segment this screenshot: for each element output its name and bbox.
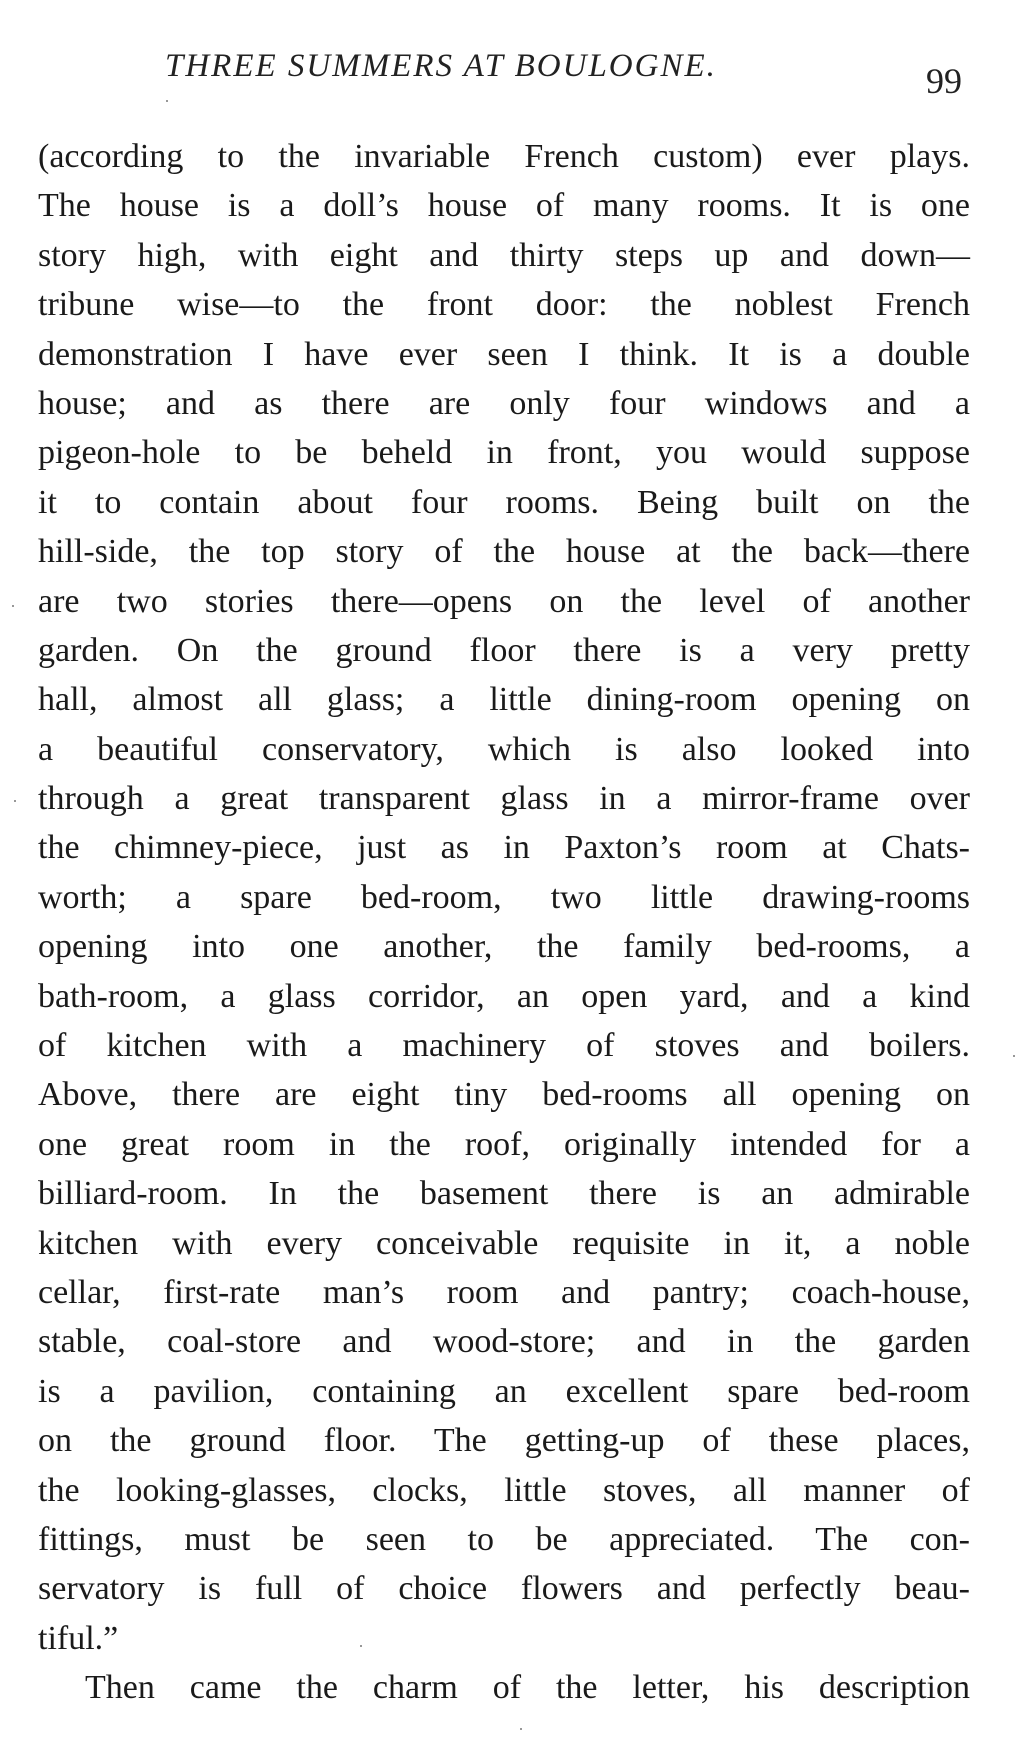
speck [12,605,14,607]
text-line: house; and as there are only four windows and a [38,384,970,422]
text-line: through a great transparent glass in a mirror-frame over [38,780,970,818]
text-line: are two stories there—opens on the level of another [38,582,970,620]
text-line: tribune wise—to the front door: the noblest French [38,286,970,324]
text-line: kitchen with every conceivable requisite in it, a noble [38,1224,970,1262]
text-line: The house is a doll’s house of many rooms. It is one [38,187,970,225]
speck [1013,1055,1015,1057]
paragraph-first-line: Then came the charm of the letter, his description [85,1669,970,1707]
text-line: billiard-room. In the basement there is an admirable [38,1175,970,1213]
running-header [0,48,1029,101]
speck [360,1645,362,1647]
text-line: garden. On the ground floor there is a very pretty [38,631,970,669]
text-line: cellar, first-rate man’s room and pantry; coach-house, [38,1273,970,1311]
text-line: a beautiful conservatory, which is also looked into [38,730,970,768]
body-text [38,132,970,1713]
text-line: on the ground floor. The getting-up of these places, [38,1422,970,1460]
text-line: pigeon-hole to be beheld in front, you would suppose [38,434,970,472]
text-line: the looking-glasses, clocks, little stoves, all manner of [38,1471,970,1509]
text-line: story high, with eight and thirty steps up and down— [38,236,970,274]
speck [14,800,16,802]
text-line: fittings, must be seen to be appreciated. The con- [38,1520,970,1558]
running-title: THREE SUMMERS AT BOULOGNE. [165,48,717,84]
text-line: hill-side, the top story of the house at the back—there [38,533,970,571]
paragraph-end-line: tiful.” [38,1619,119,1657]
text-line: of kitchen with a machinery of stoves and boilers. [38,1027,970,1065]
page-number: 99 [926,61,962,101]
speck [520,1728,522,1730]
text-line: is a pavilion, containing an excellent spare bed-room [38,1372,970,1410]
text-line: (according to the invariable French custom) ever plays. [38,138,970,175]
text-line: the chimney-piece, just as in Paxton’s room at Chats- [38,829,970,867]
text-line: one great room in the roof, originally intended for a [38,1125,970,1163]
text-line: servatory is full of choice flowers and perfectly beau- [38,1570,970,1608]
text-line: demonstration I have ever seen I think. It is a double [38,335,970,373]
speck [166,100,168,102]
text-line: it to contain about four rooms. Being built on the [38,483,970,521]
text-line: worth; a spare bed-room, two little drawing-rooms [38,878,970,916]
text-line: stable, coal-store and wood-store; and in the garden [38,1323,970,1361]
text-line: bath-room, a glass corridor, an open yard, and a kind [38,977,970,1015]
text-line: opening into one another, the family bed-rooms, a [38,928,970,966]
text-line: hall, almost all glass; a little dining-room opening on [38,681,970,719]
text-line: Above, there are eight tiny bed-rooms all opening on [38,1076,970,1114]
